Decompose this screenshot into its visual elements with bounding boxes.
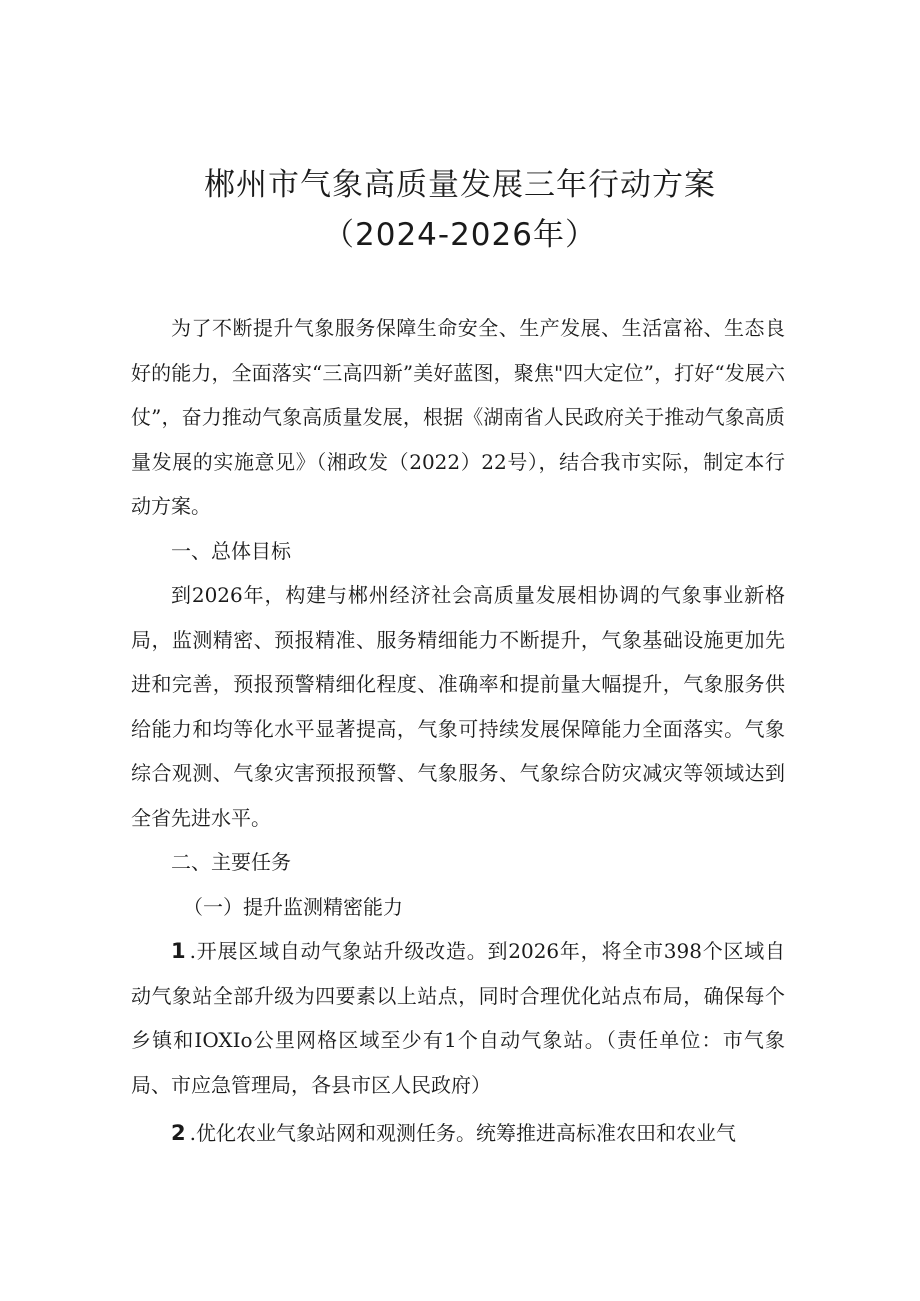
task-item [131,1111,785,1156]
task-item-number: 1 [171,939,186,963]
task-item-text: .优化农业气象站网和观测任务。统筹推进高标准农田和农业气 [189,1121,736,1145]
document-title [0,160,920,260]
title-main: 郴州市气象高质量发展三年行动方案 [204,167,716,203]
title-year-range: （2024-2026年） [323,217,597,253]
task-item-number: 2 [171,1121,186,1145]
section-heading-goals: 一、总体目标 [171,538,291,563]
document-body [131,306,785,1156]
subsection-heading-monitoring: （一）提升监测精密能力 [183,894,403,919]
section-heading-tasks: 二、主要任务 [171,850,291,874]
intro-paragraph: 为了不断提升气象服务保障生命安全、生产发展、生活富裕、生态良好的能力，全面落实“三高四新”美好蓝图，聚焦"四大定位”，打好“发展六仗”，奋力推动气象高质量发展，根据《湖南省人民政府关于推动气象高质量发展的实施意见》（湘政发（2022）22号），结合我市实际，制定本行动方案。 [131,316,785,518]
goals-paragraph: 到2026年，构建与郴州经济社会高质量发展相协调的气象事业新格局，监测精密、预报精准、服务精细能力不断提升，气象基础设施更加先进和完善，预报预警精细化程度、准确率和提前量大幅提升，气象服务供给能力和均等化水平显著提高，气象可持续发展保障能力全面落实。气象综合观测、气象灾害预报预警、气象服务、气象综合防灾减灾等领域达到全省先进水平。 [131,583,785,830]
task-item-text: .开展区域自动气象站升级改造。到2026年，将全市398个区域自动气象站全部升级为四要素以上站点，同时合理优化站点布局，确保每个乡镇和IOXIo公里网格区域至少有1个自动气象站。（责任单位：市气象局、市应急管理局，各县市区人民政府） [131,939,785,1097]
task-item [131,929,785,1107]
